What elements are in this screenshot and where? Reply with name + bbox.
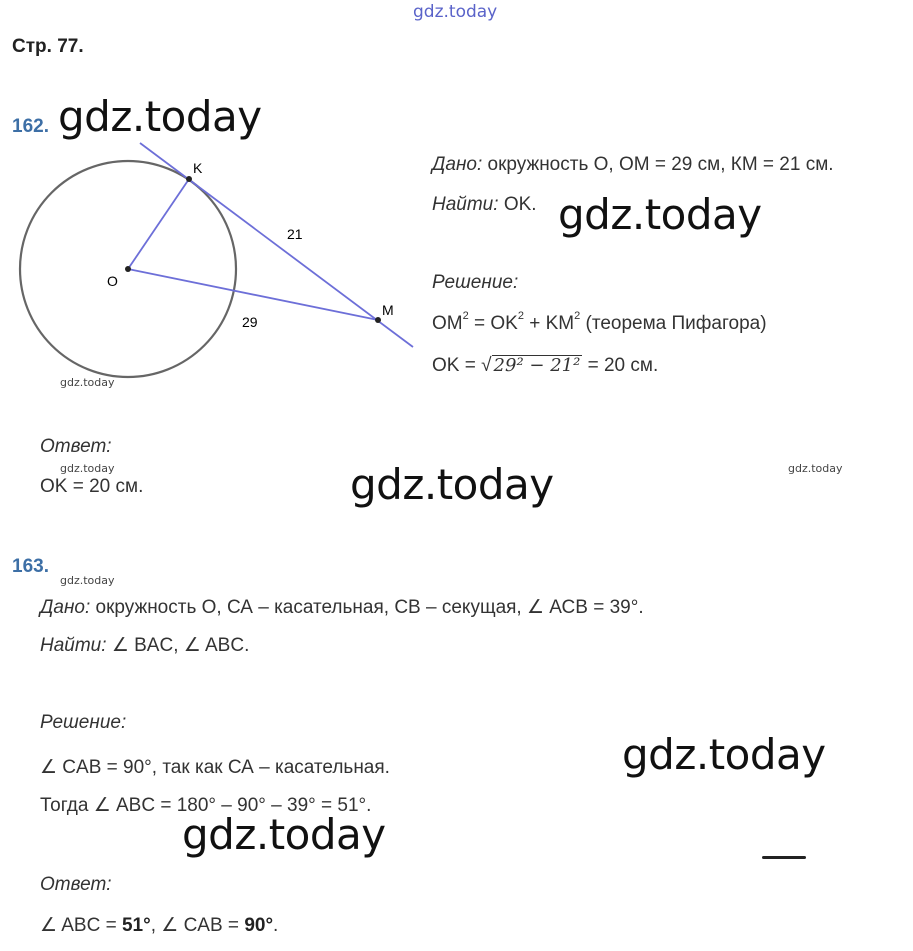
watermark-large: gdz.today — [182, 810, 386, 859]
label-M: M — [382, 302, 394, 318]
find-label: Найти: — [40, 635, 107, 656]
point-M — [375, 317, 381, 323]
watermark-small: gdz.today — [60, 574, 115, 587]
answer-label-163: Ответ: — [40, 874, 112, 895]
ok-result-equation — [432, 355, 658, 377]
answer-label-162: Ответ: — [40, 436, 112, 457]
given-label: Дано: — [432, 154, 483, 175]
eq2-left: OK = — [432, 355, 482, 376]
watermark-large: gdz.today — [58, 92, 262, 141]
page-title: Стр. 77. — [12, 36, 84, 57]
watermark-small: gdz.today — [60, 462, 115, 475]
problem-163-number: 163. — [12, 556, 49, 577]
eq-sup: 2 — [574, 310, 581, 322]
sqrt-radicand: 29² − 21² — [493, 355, 581, 376]
given-text: окружность О, ОМ = 29 см, КМ = 21 см. — [487, 154, 834, 175]
answer-b-value: 90° — [244, 915, 274, 936]
problem-162-number: 162. — [12, 116, 49, 137]
segment-OM — [128, 269, 378, 320]
answer-sep: , ∠ CAB = — [150, 915, 245, 936]
watermark-top: gdz.today — [413, 2, 498, 22]
find-line-162 — [432, 194, 537, 216]
solution-line-2: Тогда ∠ ABC = 180° – 90° – 39° = 51°. — [40, 795, 372, 816]
point-K — [186, 176, 192, 182]
watermark-large: gdz.today — [622, 730, 826, 779]
find-line-163 — [40, 634, 249, 657]
label-OM-length: 29 — [242, 314, 258, 330]
label-O: O — [107, 273, 118, 289]
tangent-line — [140, 143, 413, 347]
answer-text-163 — [40, 914, 278, 937]
answer-a-value: 51° — [121, 915, 151, 936]
pythagoras-equation — [432, 310, 767, 335]
find-text: ∠ BAC, ∠ ABC. — [111, 635, 250, 656]
radius-OK — [128, 179, 189, 269]
point-O — [125, 266, 131, 272]
answer-end: . — [273, 915, 279, 936]
eq2-right: = 20 см. — [582, 355, 659, 376]
given-line-163 — [40, 596, 644, 619]
eq-sup: 2 — [517, 310, 524, 322]
given-line-162 — [432, 154, 834, 176]
find-label: Найти: — [432, 194, 499, 215]
answer-text-162: OK = 20 см. — [40, 476, 144, 497]
solution-label-163: Решение: — [40, 712, 127, 733]
watermark-large: gdz.today — [350, 460, 554, 509]
watermark-small: gdz.today — [60, 376, 115, 389]
find-text: OK. — [503, 194, 537, 215]
eq-om: OM — [432, 313, 463, 334]
label-KM-length: 21 — [287, 226, 303, 242]
answer-a: ∠ ABC = — [40, 915, 122, 936]
given-label: Дано: — [40, 597, 91, 618]
watermark-large: gdz.today — [558, 190, 762, 239]
eq-sup: 2 — [462, 310, 469, 322]
solution-label-162: Решение: — [432, 272, 519, 293]
stray-mark — [762, 856, 806, 859]
watermark-small: gdz.today — [788, 462, 843, 475]
label-K: K — [193, 160, 203, 176]
sqrt-sign: √ — [481, 355, 492, 376]
eq-tail: (теорема Пифагора) — [580, 313, 767, 334]
eq-ok: = OK — [468, 313, 518, 334]
eq-km: + KM — [523, 313, 575, 334]
circle-tangent-diagram — [0, 138, 420, 398]
given-text: окружность О, СА – касательная, СВ – секущая, ∠ АСВ = 39°. — [95, 597, 644, 618]
solution-line-1: ∠ CAB = 90°, так как СА – касательная. — [40, 757, 390, 778]
